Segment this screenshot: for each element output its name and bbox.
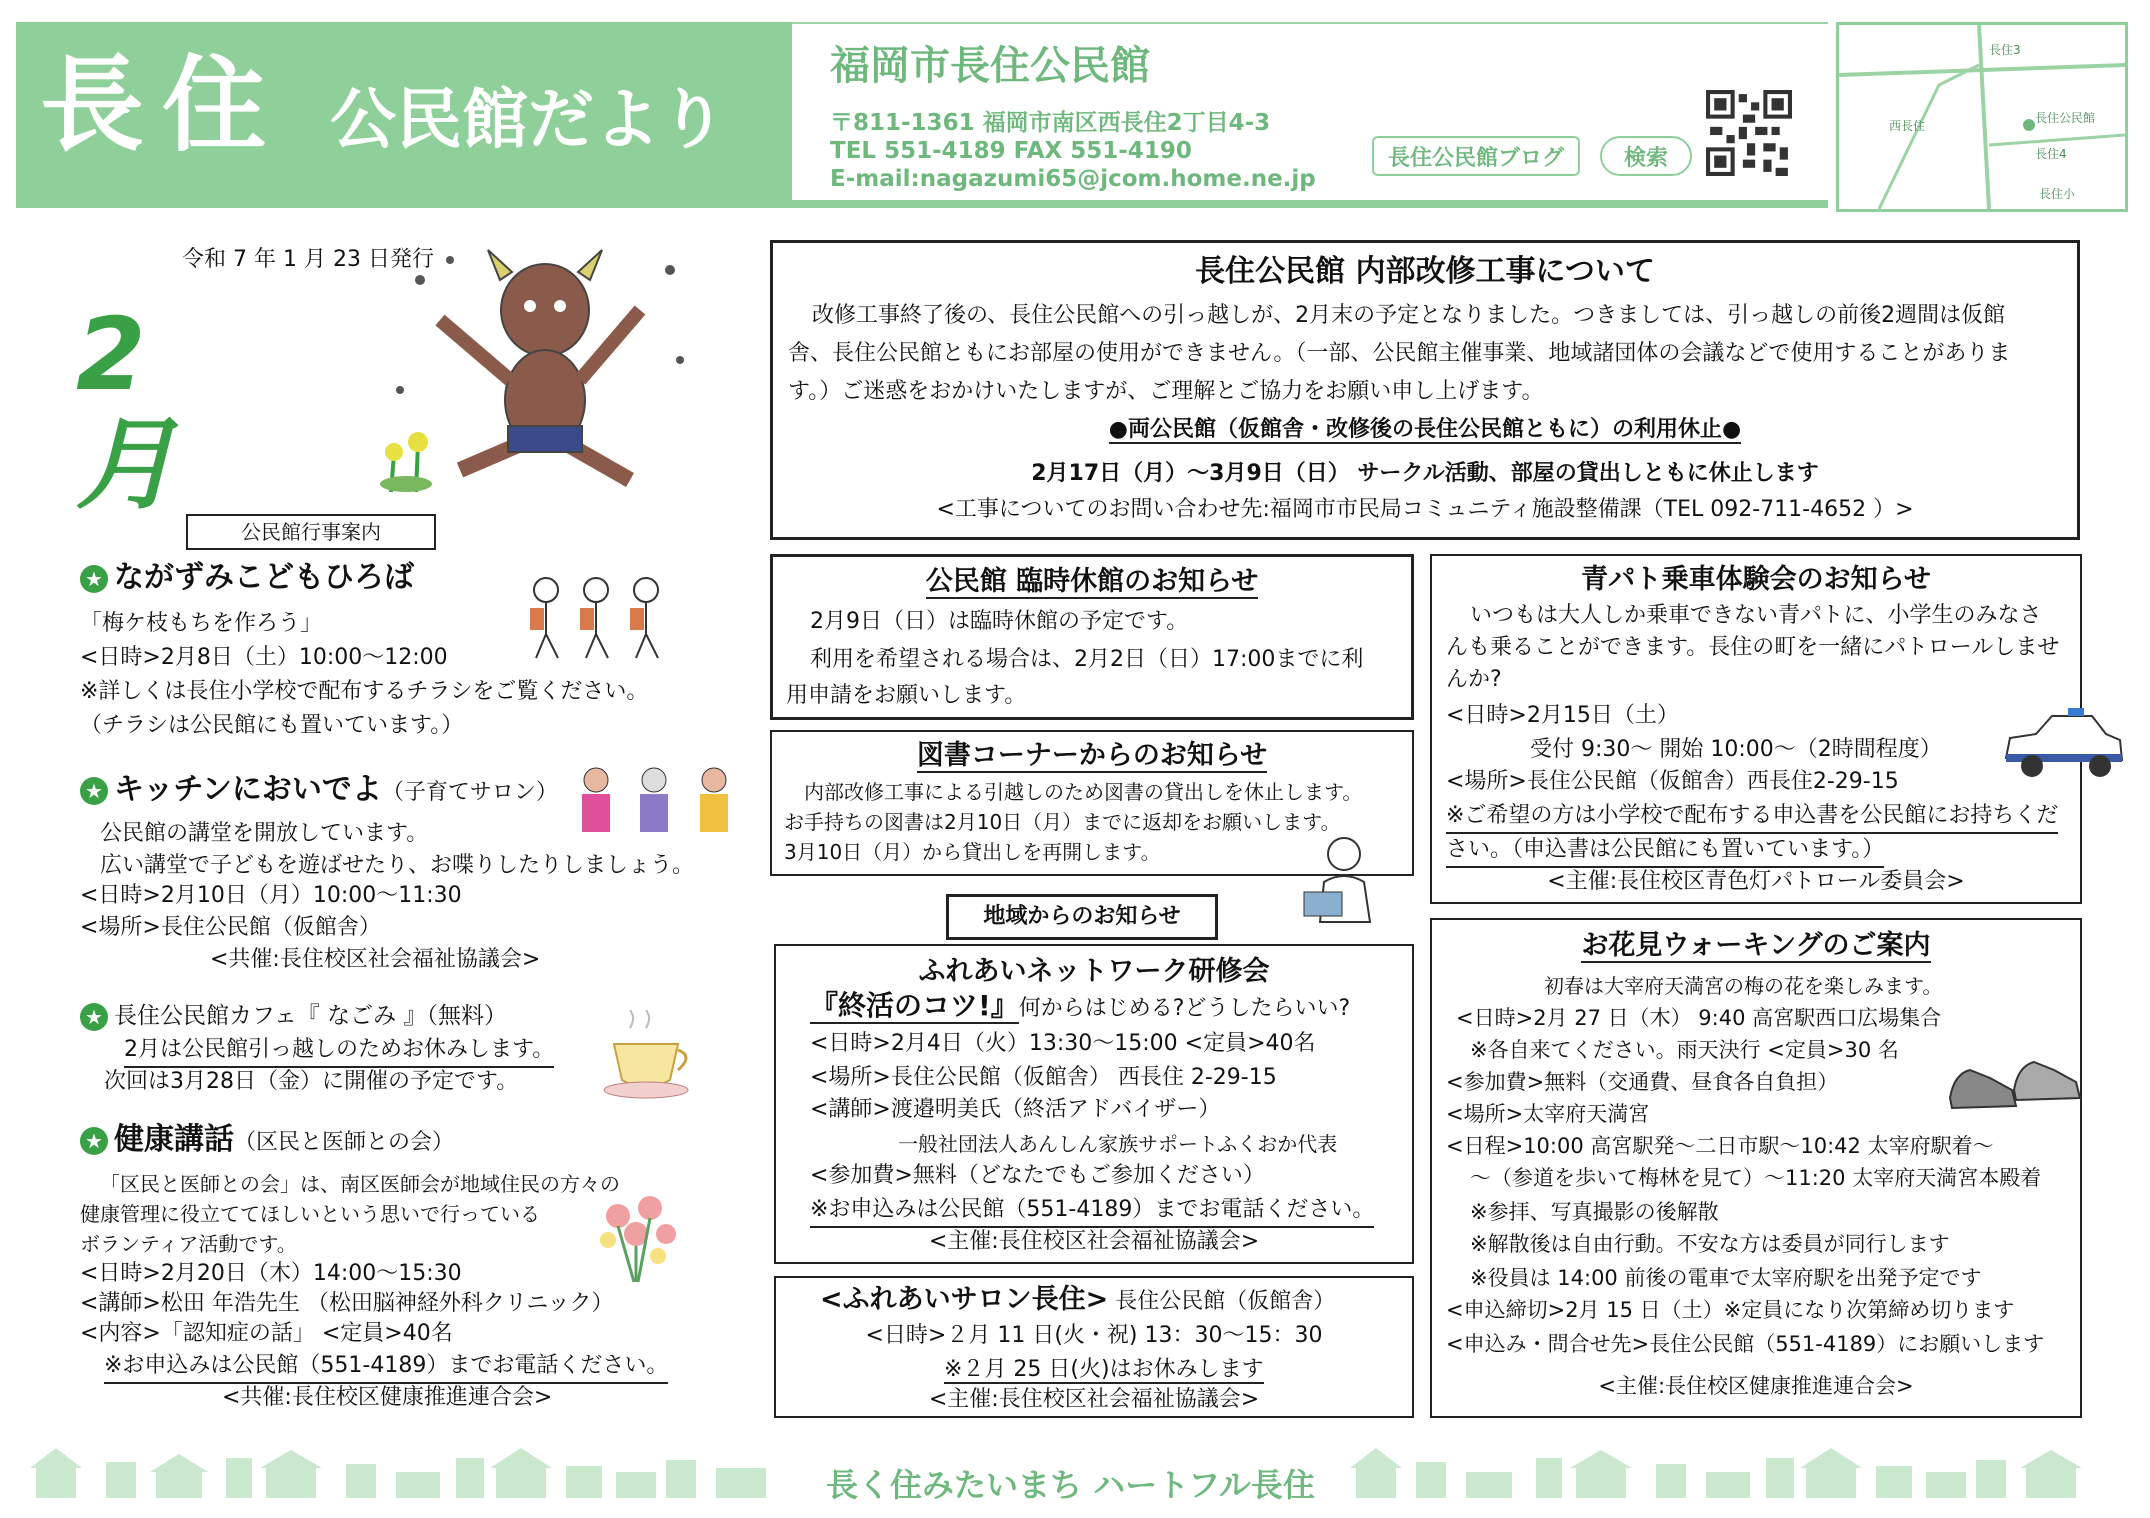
walking-host: <主催:長住校区健康推進連合会>	[1598, 1374, 1914, 1398]
network-host: <主催:長住校区社会福祉協議会>	[928, 1229, 1260, 1254]
map-label: 長住3	[1989, 43, 2021, 57]
salon-line: <日時>２月 11 日(火・祝) 13：30～15：30	[865, 1323, 1323, 1348]
patrol-line: んも乗ることができます。長住の町を一緒にパトロールしませ	[1446, 635, 2060, 660]
salon-title: <ふれあいサロン長住> 長住公民館（仮館舎）	[820, 1284, 1336, 1315]
closure-line: 用申請をお願いします。	[786, 683, 1027, 708]
walking-line: <日時>2月 27 日（木） 9:40 高宮駅西口広場集合	[1456, 1006, 1942, 1030]
network-line: <日時>2月4日（火）13:30～15:00 <定員>40名	[810, 1031, 1316, 1056]
kids-line: 「梅ケ枝もちを作ろう」	[80, 611, 323, 636]
renovation-contact: <工事についてのお問い合わせ先:福岡市市民局コミュニティ施設整備課（TEL 092-711-4652 ）>	[936, 497, 1914, 522]
health-cohost: <共催:長住校区健康推進連合会>	[222, 1385, 553, 1410]
kitchen-line: 広い講堂で子どもを遊ばせたり、お喋りしたりしましょう。	[100, 853, 695, 878]
health-line: 健康管理に役立ててほしいという思いで行っている	[80, 1202, 540, 1226]
star-icon: ★	[80, 777, 108, 805]
patrol-line: <日時>2月15日（土）	[1446, 703, 1679, 728]
patrol-line: ※ご希望の方は小学校で配布する申込書を公民館にお持ちくだ	[1446, 800, 2058, 834]
kitchen-line: 公民館の講堂を開放しています。	[100, 821, 429, 846]
health-line: <内容>「認知症の話」 <定員>40名	[80, 1321, 453, 1346]
health-event-title: ★ 健康講話（区民と医師との会）	[80, 1120, 454, 1163]
renovation-paragraph: 改修工事終了後の、長住公民館への引っ越しが、2月末の予定となりました。つきましては、引っ越しの前後2週間は仮館	[812, 303, 2006, 328]
closure-line: 利用を希望される場合は、2月2日（日）17:00までに利	[810, 647, 1364, 672]
renovation-closure-notice: ●両公民館（仮館舎・改修後の長住公民館ともに）の利用休止●	[1108, 417, 1742, 442]
renovation-closure-dates: 2月17日（月）～3月9日（日） サークル活動、部屋の貸出しともに休止します	[1031, 461, 1819, 486]
qr-code-icon[interactable]	[1706, 90, 1792, 176]
newsletter-title: 長住	[40, 44, 285, 166]
hall-address: 〒811-1361 福岡市南区西長住2丁目4-3	[830, 110, 1271, 136]
flower-bouquet-icon	[588, 1186, 688, 1286]
kitchen-event-title: ★ キッチンにおいでよ（子育てサロン）	[80, 770, 558, 813]
star-icon: ★	[80, 1127, 108, 1155]
kids-event-title: ★ ながずみこどもひろば	[80, 558, 414, 598]
walking-line: <申込み・問合せ先>長住公民館（551-4189）にお願いします	[1446, 1332, 2045, 1356]
library-line: 3月10日（月）から貸出しを再開します。	[784, 840, 1161, 864]
person-reading-icon	[1300, 832, 1384, 924]
walking-line: ※解散後は自由行動。不安な方は委員が同行します	[1470, 1232, 1950, 1256]
health-line: 「区民と医師との会」は、南区医師会が地域住民の方々の	[100, 1172, 620, 1196]
sneakers-icon	[1946, 1050, 2086, 1114]
map-label: 長住4	[2035, 147, 2067, 161]
patrol-line: んか?	[1446, 667, 1502, 692]
footer-slogan: 長く住みたいまち ハートフル長住	[826, 1466, 1315, 1504]
library-line: お手持ちの図書は2月10日（月）までに返却をお願いします。	[784, 810, 1341, 834]
walking-line: 初春は大宰府天満宮の梅の花を楽しみます。	[1544, 974, 1943, 998]
map-label: 西長住	[1889, 119, 1926, 133]
patrol-line: 受付 9:30～ 開始 10:00～（2時間程度）	[1530, 737, 1942, 762]
cafe-line: 次回は3月28日（金）に開催の予定です。	[104, 1069, 519, 1094]
renovation-paragraph: 舎、長住公民館ともにお部屋の使用ができません。（一部、公民館主催事業、地域諸団体の会議などで使用することがありま	[788, 341, 2011, 366]
walking-line: ※役員は 14:00 前後の電車で太宰府駅を出発予定です	[1470, 1266, 1982, 1290]
cafe-title: ★ 長住公民館カフェ『 なごみ 』（無料）	[80, 1000, 507, 1032]
salon-line: ※２月 25 日(火)はお休みします	[944, 1357, 1264, 1382]
issue-date: 令和 7 年 1 月 23 日発行	[182, 247, 434, 272]
events-label-box	[186, 514, 436, 550]
flower-sprout-icon	[376, 424, 446, 494]
hall-name: 福岡市長住公民館	[830, 43, 1150, 89]
walking-line: <場所>太宰府天満宮	[1446, 1102, 1650, 1126]
children-walking-illustration	[522, 574, 682, 660]
patrol-host: <主催:長住校区青色灯パトロール委員会>	[1547, 869, 1965, 894]
walking-line: <申込締切>2月 15 日（土）※定員になり次第締め切ります	[1446, 1298, 2015, 1322]
renovation-title: 長住公民館 内部改修工事について	[1195, 254, 1655, 289]
walking-line: <参加費>無料（交通費、昼食各自負担）	[1446, 1070, 1839, 1094]
network-line: ※お申込みは公民館（551-4189）までお電話ください。	[810, 1194, 1374, 1228]
health-line: ※お申込みは公民館（551-4189）までお電話ください。	[104, 1350, 668, 1384]
map-label: 長住小	[2039, 187, 2076, 201]
blog-link-button[interactable]: 長住公民館ブログ	[1372, 136, 1580, 176]
network-line: <講師>渡邉明美氏（終活アドバイザー）	[810, 1097, 1221, 1122]
events-label: 公民館行事案内	[241, 520, 381, 544]
kids-line: （チラシは公民館にも置いています。）	[80, 713, 464, 738]
walking-line: ※各自来てください。雨天決行 <定員>30 名	[1470, 1038, 1899, 1062]
search-button[interactable]: 検索	[1600, 136, 1692, 176]
network-subtitle: 『終活のコツ!』何からはじめる?どうしたらいい?	[810, 989, 1351, 1022]
patrol-title: 青パト乗車体験会のお知らせ	[1581, 564, 1931, 595]
library-line: 内部改修工事による引越しのため図書の貸出しを休止します。	[804, 780, 1363, 804]
star-icon: ★	[80, 1003, 108, 1031]
health-line: <講師>松田 年浩先生 （松田脳神経外科クリニック）	[80, 1291, 614, 1316]
renovation-paragraph: す。）ご迷惑をおかけいたしますが、ご理解とご協力をお願い申し上げます。	[788, 379, 1544, 404]
cafe-line: 2月は公民館引っ越しのためお休みします。	[124, 1034, 554, 1068]
walking-line: <日程>10:00 高宮駅発～二日市駅～10:42 太宰府駅着～	[1446, 1134, 1994, 1158]
newsletter-subtitle: 公民館だより	[330, 81, 726, 158]
star-icon: ★	[80, 565, 108, 593]
kids-line: ※詳しくは長住小学校で配布するチラシをご覧ください。	[80, 679, 649, 704]
kitchen-line: <日時>2月10日（月）10:00～11:30	[80, 883, 462, 908]
health-line: ボランティア活動です。	[80, 1232, 297, 1256]
hall-tel-fax: TEL 551-4189 FAX 551-4190	[830, 138, 1192, 164]
kitchen-line: <場所>長住公民館（仮館舎）	[80, 915, 381, 940]
community-label-box	[946, 894, 1218, 940]
network-line: 一般社団法人あんしん家族サポートふくおか代表	[898, 1132, 1338, 1156]
walking-title: お花見ウォーキングのご案内	[1581, 930, 1931, 961]
patrol-car-icon	[1996, 704, 2126, 782]
network-title: ふれあいネットワーク研修会	[918, 956, 1270, 987]
library-title: 図書コーナーからのお知らせ	[916, 740, 1268, 771]
location-map[interactable]	[1836, 22, 2128, 212]
patrol-line: さい。（申込書は公民館にも置いています。）	[1446, 834, 1884, 868]
coffee-cup-icon	[600, 1010, 696, 1102]
map-label: 長住公民館	[2035, 111, 2096, 125]
patrol-line: <場所>長住公民館（仮館舎）西長住2-29-15	[1446, 769, 1899, 794]
kids-line: <日時>2月8日（土）10:00～12:00	[80, 645, 448, 670]
walking-line: ～（参道を歩いて梅林を見て）～11:20 太宰府天満宮本殿着	[1470, 1166, 2042, 1190]
community-label: 地域からのお知らせ	[983, 904, 1181, 929]
closure-line: 2月9日（日）は臨時休館の予定です。	[810, 609, 1189, 634]
walking-line: ※参拝、写真撮影の後解散	[1470, 1200, 1719, 1224]
hall-email[interactable]: E-mail:nagazumi65@jcom.home.ne.jp	[830, 166, 1316, 192]
salon-host: <主催:長住校区社会福祉協議会>	[928, 1387, 1260, 1412]
network-line: <参加費>無料（どなたでもご参加ください）	[810, 1163, 1265, 1188]
patrol-line: いつもは大人しか乗車できない青パトに、小学生のみなさ	[1470, 603, 2042, 628]
closure-title: 公民館 臨時休館のお知らせ	[925, 566, 1259, 597]
network-line: <場所>長住公民館（仮館舎） 西長住 2-29-15	[810, 1065, 1277, 1090]
kitchen-cohost: <共催:長住校区社会福祉協議会>	[210, 947, 541, 972]
month-heading: 2月	[76, 296, 176, 523]
family-illustration	[574, 764, 744, 838]
health-line: <日時>2月20日（木）14:00～15:30	[80, 1261, 462, 1286]
